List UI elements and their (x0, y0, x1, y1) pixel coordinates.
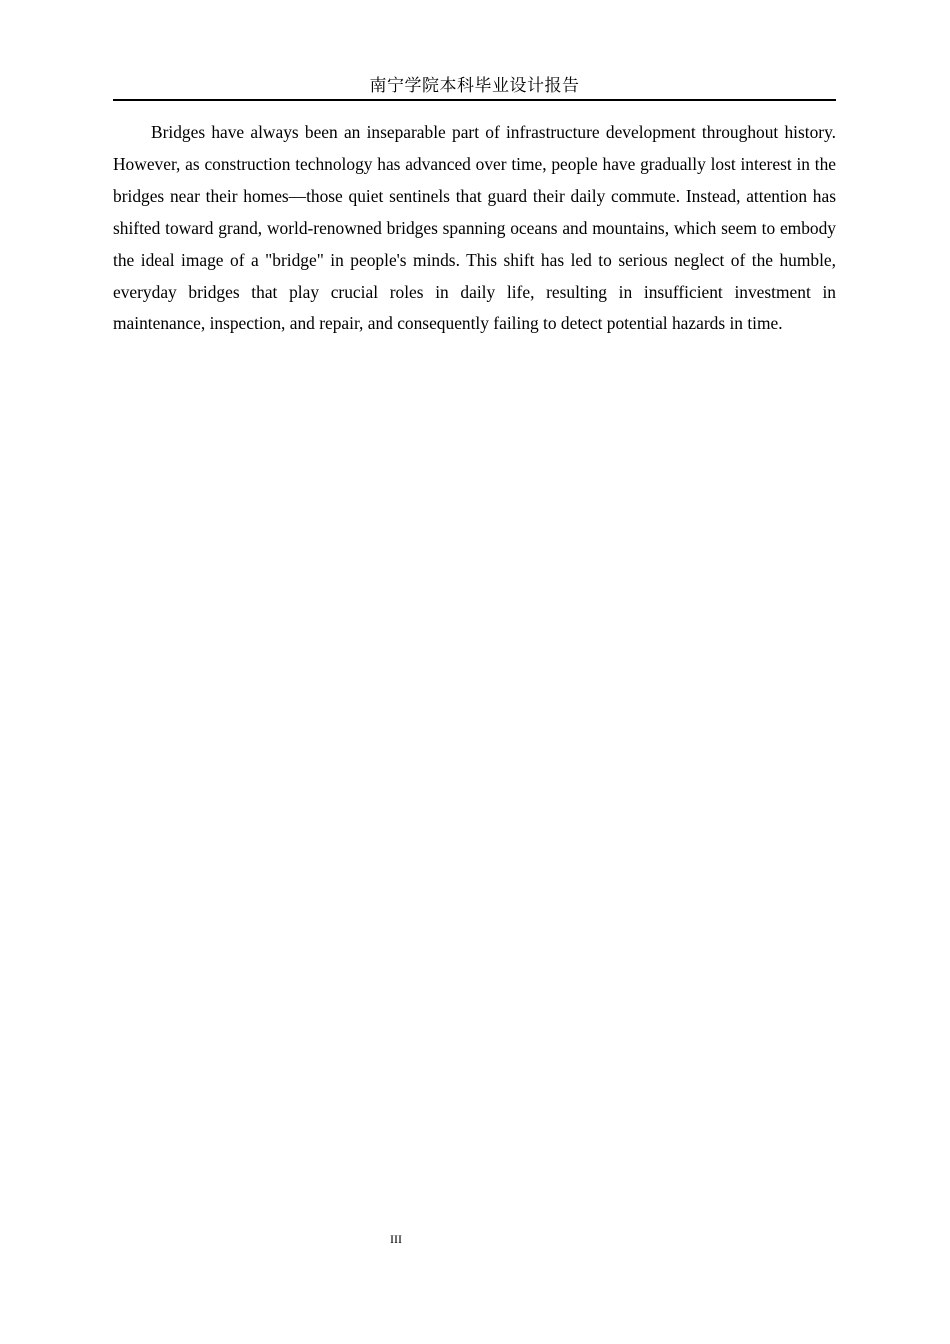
body-paragraph: Bridges have always been an inseparable part of infrastructure development throughout history. However, as construction technology has advanced over time, people have gradually lost interest in the bridges near their homes—those quiet sentinels that guard their daily commute. Instead, attention has shifted toward grand, world-renowned bridges spanning oceans and mountains, which seem to embody the ideal image of a "bridge" in people's minds. This shift has led to serious neglect of the humble, everyday bridges that play crucial roles in daily life, resulting in insufficient investment in maintenance, inspection, and repair, and consequently failing to detect potential hazards in time. (113, 122, 836, 334)
header-divider (113, 99, 836, 101)
page-header-title: 南宁学院本科毕业设计报告 (369, 76, 580, 96)
page-number: III (390, 1232, 402, 1246)
